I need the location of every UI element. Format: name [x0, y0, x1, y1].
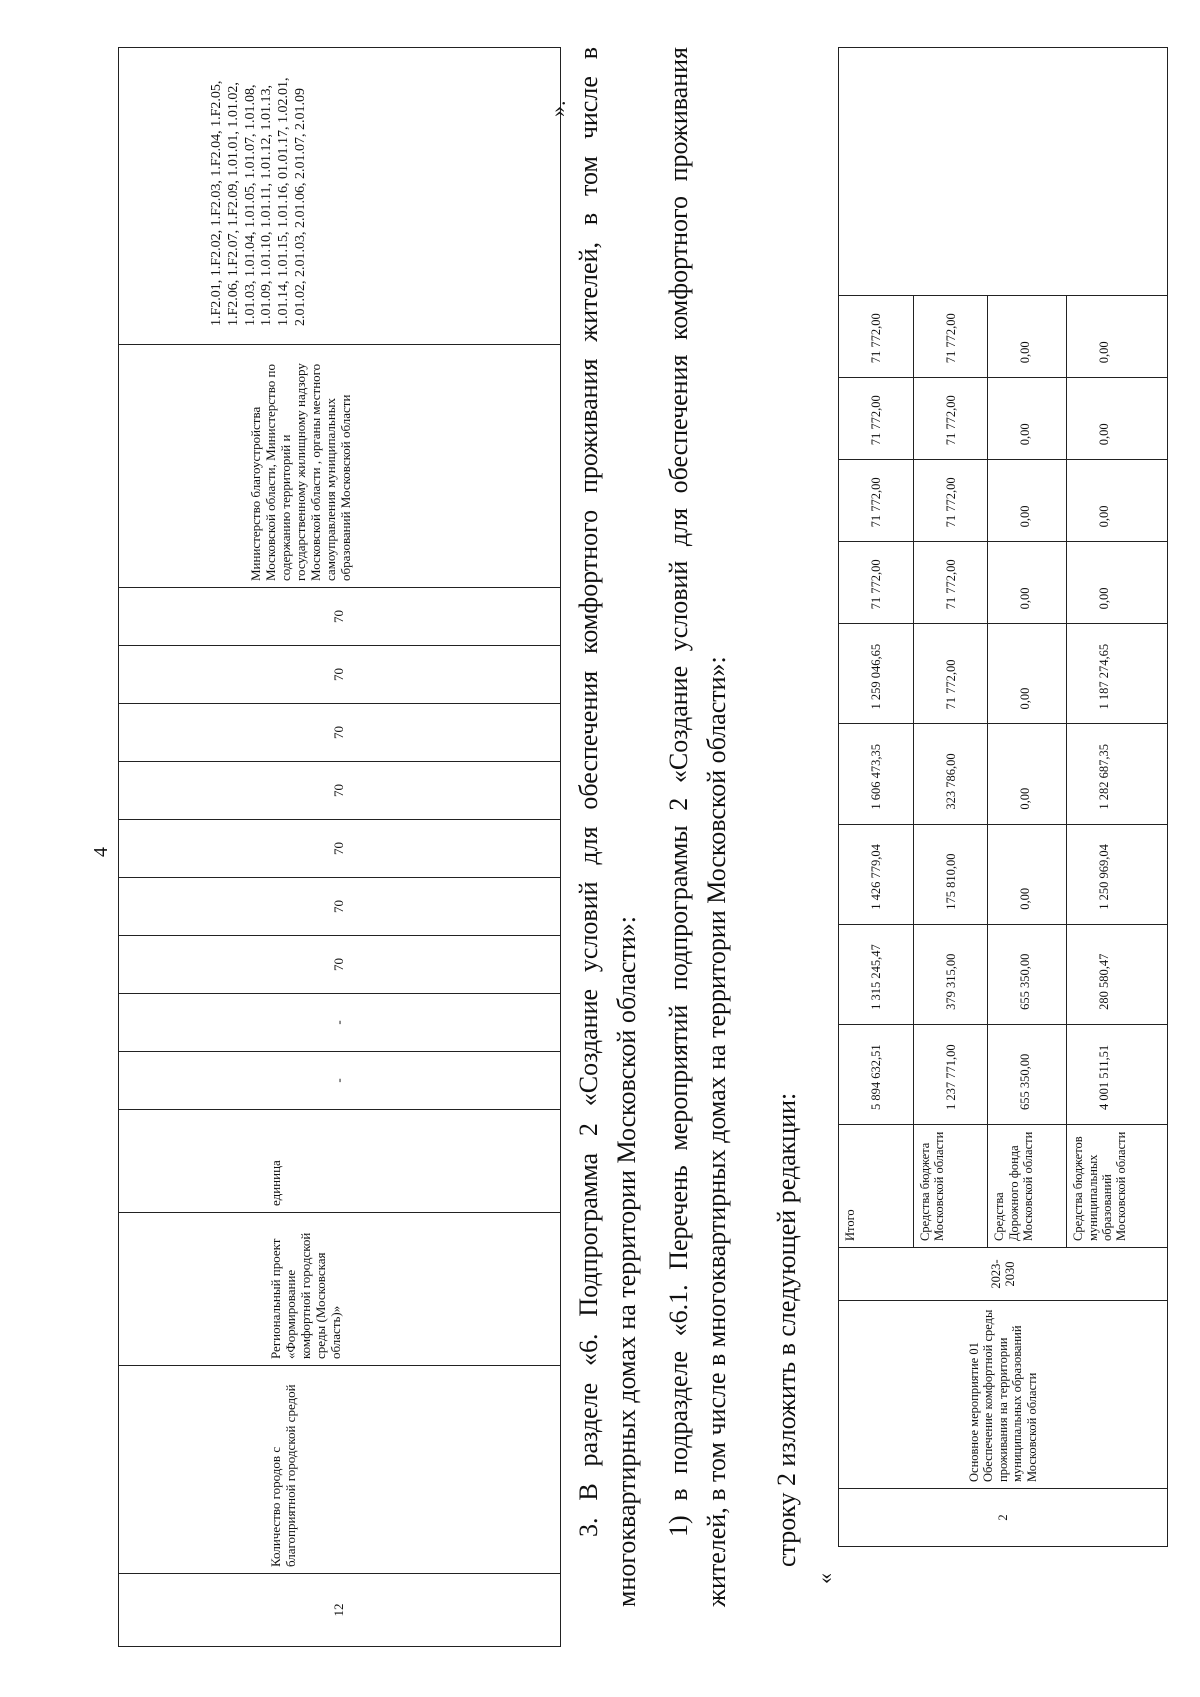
value-cell: 0,00 — [988, 460, 1067, 542]
value-cell: 0,00 — [988, 624, 1067, 724]
indicator-name: Количество городов с благоприятной городской средой — [119, 1366, 561, 1574]
opening-quote: « — [812, 1573, 837, 1584]
value-cell: 0,00 — [988, 296, 1067, 378]
value-cell: 280 580,47 — [1067, 924, 1168, 1024]
value-cell: 70 — [119, 588, 561, 646]
value-cell: 0,00 — [988, 542, 1067, 624]
value-cell: 1 237 771,00 — [913, 1024, 988, 1124]
value-cell: 1 282 687,35 — [1067, 724, 1168, 824]
table-row — [119, 48, 561, 1647]
responsible: Министерство благоустройства Московской области, Министерство по содержанию территорий и государственному жилищному надзору Московской области , органы местного самоуправления муниципальных образований Московской области — [119, 345, 561, 588]
source-label: Средства бюджета Московской области — [913, 1125, 988, 1248]
value-cell: 1 606 473,35 — [839, 724, 914, 824]
value-cell: 70 — [119, 704, 561, 762]
value-cell: 71 772,00 — [913, 378, 988, 460]
value-cell: 1 259 046,65 — [839, 624, 914, 724]
value-cell: 1 187 274,65 — [1067, 624, 1168, 724]
value-cell: 0,00 — [1067, 296, 1168, 378]
value-cell: 0,00 — [988, 378, 1067, 460]
value-cell: 1 426 779,04 — [839, 824, 914, 924]
value-cell: 71 772,00 — [839, 378, 914, 460]
value-cell: 655 350,00 — [988, 924, 1067, 1024]
project-name: Региональный проект «Формирование комфортной городской среды (Московская область)» — [119, 1213, 561, 1366]
value-cell: 70 — [119, 820, 561, 878]
value-cell: 71 772,00 — [839, 542, 914, 624]
value-cell: - — [119, 1052, 561, 1110]
measure-name: Основное мероприятие 01 Обеспечение комфортной среды проживания на территории муниципальных образований Московской области — [839, 1301, 1168, 1489]
source-label: Итого — [839, 1125, 914, 1248]
value-cell: 175 810,00 — [913, 824, 988, 924]
value-cell: 0,00 — [1067, 378, 1168, 460]
table-row — [839, 48, 914, 1547]
value-cell: 1 250 969,04 — [1067, 824, 1168, 924]
value-cell: 71 772,00 — [913, 296, 988, 378]
paragraph-section-3: 3. В разделе «6. Подпрограмма 2 «Создание условий для обеспечения комфортного проживания жителей, в том числе в многоквартирных домах на территории Московской области»: — [574, 47, 641, 1607]
row-number: 2 — [839, 1489, 1168, 1547]
source-label: Средства бюджетов муниципальных образований Московской области — [1067, 1125, 1168, 1248]
value-cell: 71 772,00 — [839, 460, 914, 542]
closing-quote: ». — [545, 100, 570, 117]
value-cell: 655 350,00 — [988, 1024, 1067, 1124]
value-cell: 4 001 511,51 — [1067, 1024, 1168, 1124]
value-cell: 1 315 245,47 — [839, 924, 914, 1024]
paragraph-row-2: строку 2 изложить в следующей редакции: — [772, 1092, 801, 1567]
value-cell: 379 315,00 — [913, 924, 988, 1024]
value-cell: 70 — [119, 878, 561, 936]
value-cell: 0,00 — [1067, 460, 1168, 542]
value-cell: 0,00 — [1067, 542, 1168, 624]
value-cell: 70 — [119, 646, 561, 704]
value-cell: 71 772,00 — [913, 542, 988, 624]
page-number: 4 — [90, 847, 112, 857]
empty-cell — [839, 48, 1168, 296]
value-cell: 70 — [119, 762, 561, 820]
value-cell: 0,00 — [988, 824, 1067, 924]
value-cell: 0,00 — [988, 724, 1067, 824]
value-cell: 5 894 632,51 — [839, 1024, 914, 1124]
value-cell: 71 772,00 — [913, 624, 988, 724]
measures-table — [838, 47, 1168, 1547]
value-cell: 70 — [119, 936, 561, 994]
value-cell: 323 786,00 — [913, 724, 988, 824]
row-number: 12 — [119, 1574, 561, 1647]
unit: единица — [119, 1110, 561, 1213]
paragraph-subsection-1: 1) в подразделе «6.1. Перечень мероприятий подпрограммы 2 «Создание условий для обеспечения комфортного проживания жителей, в том числе в многоквартирных домах на территории Московской области»: — [664, 47, 731, 1607]
value-cell: 71 772,00 — [839, 296, 914, 378]
value-cell: - — [119, 994, 561, 1052]
value-cell: 71 772,00 — [913, 460, 988, 542]
codes: 1.F2.01, 1.F2.02, 1.F2.03, 1.F2.04, 1.F2.05, 1.F2.06, 1.F2.07, 1.F2.09, 1.01.01, 1.01.02, 1.01.03, 1.01.04, 1.01.05, 1.01.07, 1.01.08, 1.01.09, 1.01.10, 1.01.11, 1.01.12, 1.01.13, 1.01.14, 1.01.15, 1.01.16, 01.01.17, 1.02.01, 2.01.02, 2.01.03, 2.01.06, 2.01.07, 2.01.09 — [119, 48, 561, 345]
source-label: Средства Дорожного фонда Московской области — [988, 1125, 1067, 1248]
period: 2023-2030 — [839, 1248, 1168, 1301]
indicator-table — [118, 47, 561, 1647]
